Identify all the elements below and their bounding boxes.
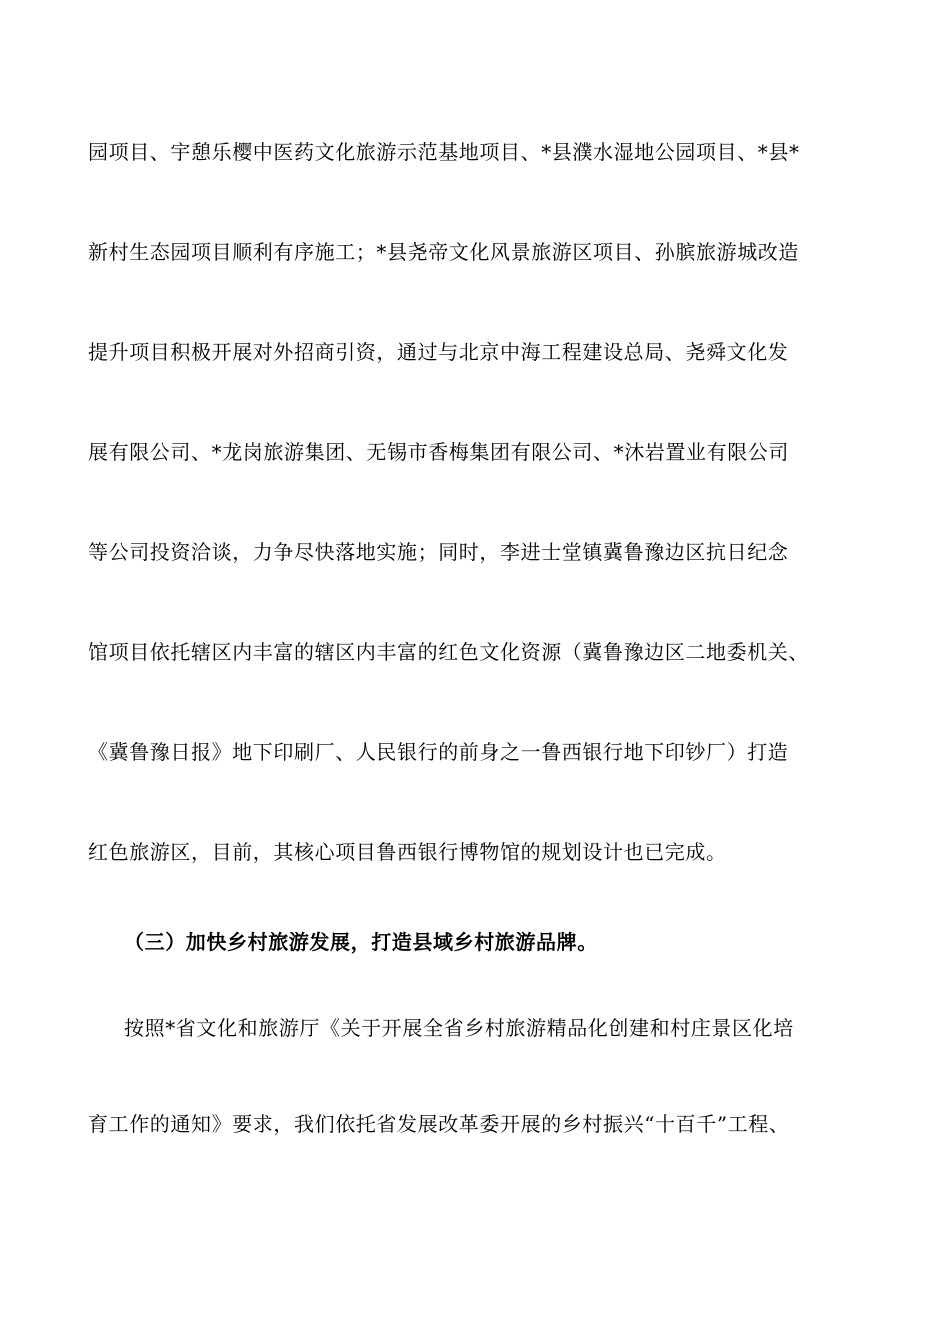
body-text-line: 等公司投资洽谈，力争尽快落地实施；同时，李进士堂镇冀鲁豫边区抗日纪念 [88, 540, 789, 564]
body-text-line: 育工作的通知》要求，我们依托省发展改革委开展的乡村振兴“十百千”工程、 [88, 1112, 790, 1136]
body-text-line: 提升项目积极开展对外招商引资，通过与北京中海工程建设总局、尧舜文化发 [88, 340, 789, 364]
body-text-line: 新村生态园项目顺利有序施工；*县尧帝文化风景旅游区项目、孙膑旅游城改造 [88, 240, 799, 264]
body-text-line: 《冀鲁豫日报》地下印刷厂、人民银行的前身之一鲁西银行地下印钞厂）打造 [88, 740, 789, 764]
body-text-line: 园项目、宇憩乐樱中医药文化旅游示范基地项目、*县濮水湿地公园项目、*县* [88, 140, 800, 164]
section-heading: （三）加快乡村旅游发展，打造县域乡村旅游品牌。 [124, 930, 598, 954]
body-text-line: 馆项目依托辖区内丰富的辖区内丰富的红色文化资源（冀鲁豫边区二地委机关、 [88, 640, 809, 664]
body-text-line: 红色旅游区，目前，其核心项目鲁西银行博物馆的规划设计也已完成。 [88, 840, 727, 864]
body-text-line: 展有限公司、*龙岗旅游集团、无锡市香梅集团有限公司、*沐岩置业有限公司 [88, 440, 789, 464]
body-text-line: 按照*省文化和旅游厅《关于开展全省乡村旅游精品化创建和村庄景区化培 [124, 1016, 794, 1040]
